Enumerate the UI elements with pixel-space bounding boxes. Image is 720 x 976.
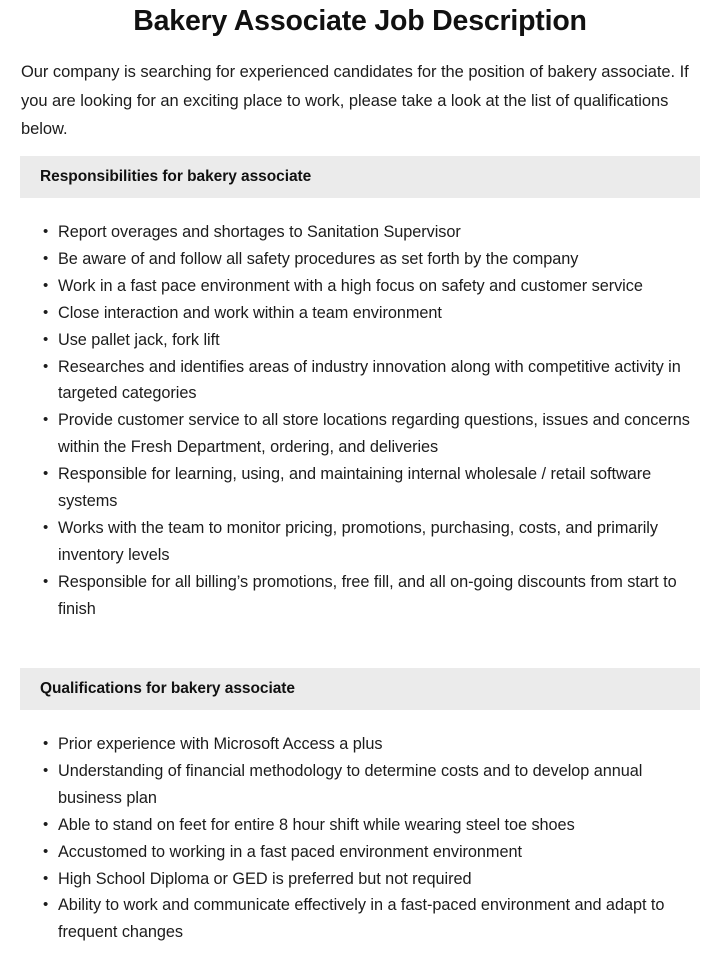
list-item-text: Accustomed to working in a fast paced environment environment	[58, 842, 522, 861]
list-item	[0, 892, 700, 946]
list-item-text: Prior experience with Microsoft Access a plus	[58, 735, 383, 753]
responsibilities-list	[0, 219, 700, 623]
list-item-text: Ability to work and communicate effectively in a fast-paced environment and adapt to frequent changes	[58, 896, 665, 942]
list-item	[0, 407, 700, 461]
list-item	[0, 246, 700, 273]
list-item-text: Provide customer service to all store locations regarding questions, issues and concerns within the Fresh Department, ordering, and deliveries	[58, 411, 690, 457]
section-heading-label: Qualifications for bakery associate	[40, 680, 295, 697]
list-item-text: Understanding of financial methodology to determine costs and to develop annual business plan	[58, 761, 643, 807]
section-header-responsibilities	[20, 156, 700, 198]
list-item	[0, 866, 700, 893]
list-item	[0, 515, 700, 569]
list-item-text: Researches and identifies areas of industry innovation along with competitive activity in targeted categories	[58, 357, 681, 403]
list-item	[0, 758, 700, 812]
list-item-text: Able to stand on feet for entire 8 hour shift while wearing steel toe shoes	[58, 815, 575, 834]
list-item	[0, 569, 700, 623]
page-title: Bakery Associate Job Description	[133, 5, 587, 37]
section-heading-label: Responsibilities for bakery associate	[40, 168, 312, 185]
list-item-text: Work in a fast pace environment with a high focus on safety and customer service	[58, 276, 643, 295]
list-item	[0, 812, 700, 839]
list-item	[0, 354, 700, 408]
list-item-text: Responsible for all billing’s promotions, free fill, and all on-going discounts from start to finish	[58, 572, 677, 618]
list-item	[0, 839, 700, 866]
list-item-text: Responsible for learning, using, and maintaining internal wholesale / retail software systems	[58, 465, 652, 511]
list-item	[0, 731, 700, 758]
list-item	[0, 327, 700, 354]
list-item-text: Use pallet jack, fork lift	[58, 330, 220, 349]
list-item	[0, 219, 700, 246]
section-header-qualifications	[20, 668, 700, 710]
list-item-text: Works with the team to monitor pricing, promotions, purchasing, costs, and primarily inventory levels	[58, 518, 658, 564]
list-item-text: Be aware of and follow all safety procedures as set forth by the company	[58, 249, 579, 268]
list-item	[0, 461, 700, 515]
intro-paragraph: Our company is searching for experienced candidates for the position of bakery associate. If you are looking for an exciting place to work, please take a look at the list of qualifications below.	[21, 63, 689, 138]
list-item-text: High School Diploma or GED is preferred but not required	[58, 869, 472, 888]
list-item	[0, 300, 700, 327]
list-item-text: Report overages and shortages to Sanitation Supervisor	[58, 223, 461, 241]
list-item-text: Close interaction and work within a team environment	[58, 303, 442, 322]
list-item	[0, 273, 700, 300]
qualifications-list	[0, 731, 700, 946]
